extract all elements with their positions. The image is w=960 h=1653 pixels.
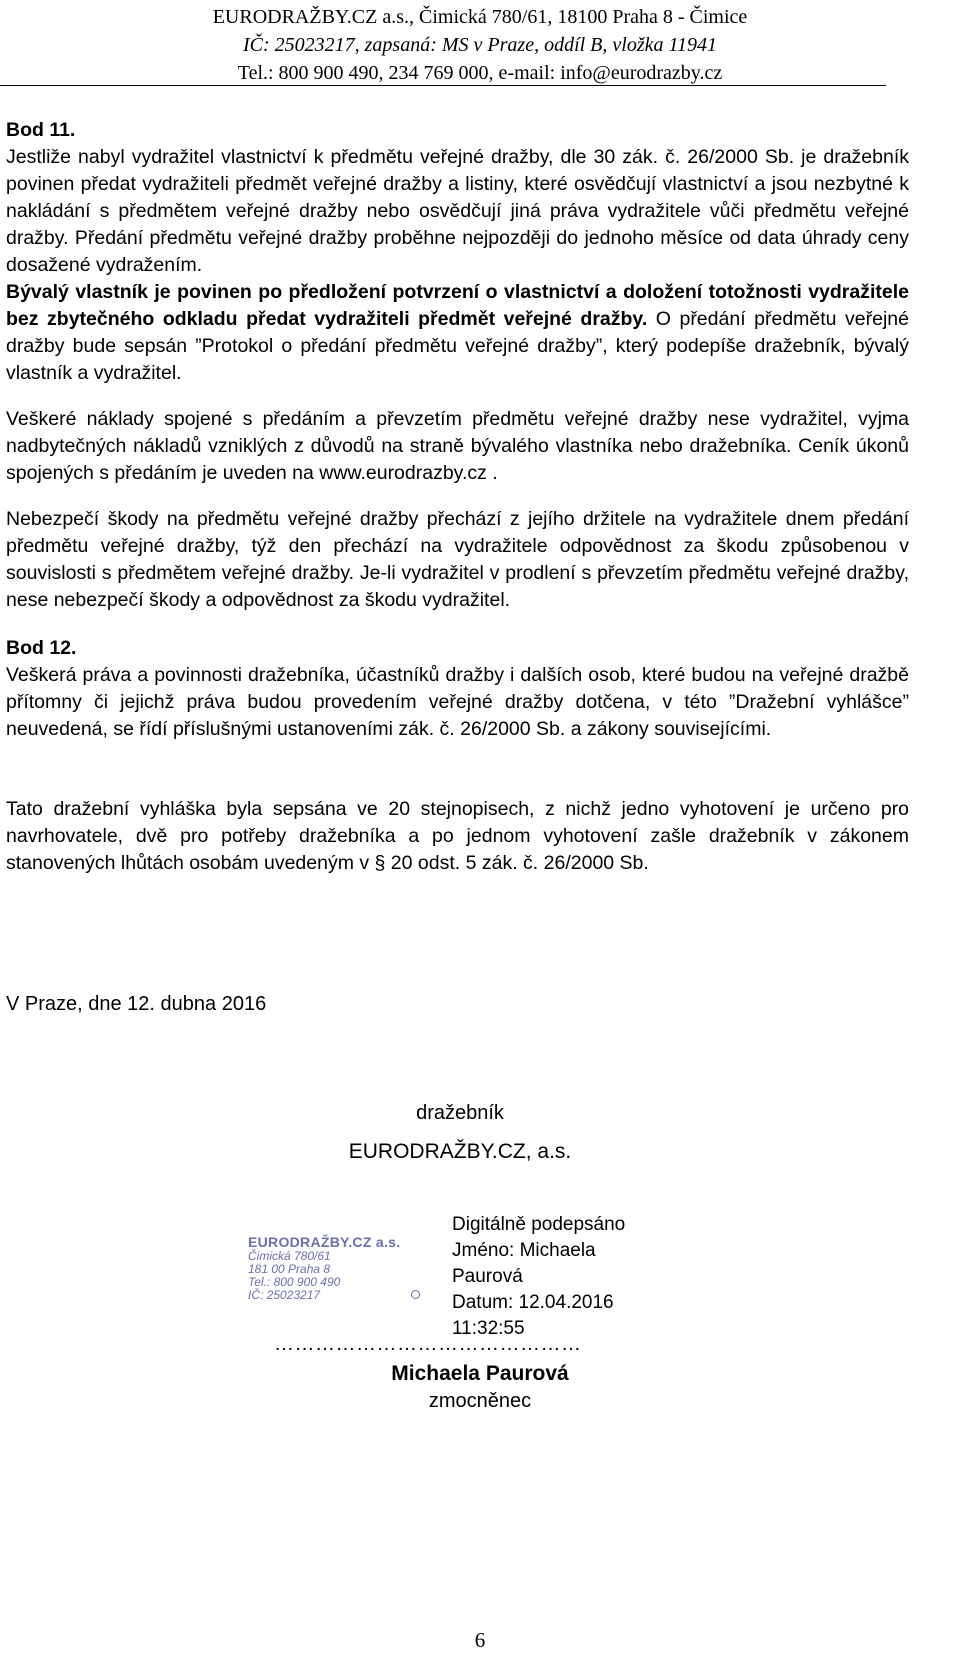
stamp-street: Čimická 780/61 [248,1249,331,1263]
section-11-paragraph-4: Nebezpečí škody na předmětu veřejné dražby přechází z jejího držitele na vydražitele dnem předání předmětu veřejné dražby, týž den přechází na vydražitele odpovědnost za škodu způsobenou v souvislosti s předmětem veřejné dražby. Je-li vydražitel v prodlení s převzetím předmětu veřejné dražby, nese nebezpečí škody a odpovědnost za škodu vydražitel. [6,508,909,611]
signer-role: dražebník [416,1102,504,1124]
signature-line: ……………………………………… [274,1333,582,1355]
digital-signature-time: 11:32:55 [452,1318,525,1339]
digital-signature-info [452,1212,625,1342]
stamp-id: IČ: 25023217 [248,1288,321,1302]
signer-company: EURODRAŽBY.CZ, a.s. [348,1140,572,1163]
document-body [6,117,909,877]
company-stamp [248,1234,428,1306]
stamp-company: EURODRAŽBY.CZ a.s. [248,1234,401,1250]
letterhead-divider [0,85,886,86]
stamp-phone: Tel.: 800 900 490 [248,1275,341,1289]
signatory-title: zmocněnec [428,1390,532,1412]
place-date-line: V Praze, dne 12. dubna 2016 [6,993,267,1015]
section-12-paragraph-2: Tato dražební vyhláška byla sepsána ve 20 stejnopisech, z nichž jedno vyhotovení je určeno pro navrhovatele, dvě pro potřeby dražebníka a po jednom vyhotovení zašle dražebník v zákonem stanovených lhůtách osobám uvedeným v § 20 odst. 5 zák. č. 26/2000 Sb. [6,798,909,874]
signatory-name: Michaela Paurová [391,1362,569,1385]
section-11-paragraph-2 [6,279,909,387]
former-owner-obligation-text: Bývalý vlastník je povinen po předložení potvrzení o vlastnictví a doložení totožnosti vydražitele bez zbytečného odkladu předat vydražiteli předmět veřejné dražby. [6,281,909,330]
section-11-paragraph-3: Veškeré náklady spojené s předáním a převzetím předmětu veřejné dražby nese vydražitel, vyjma nadbytečných nákladů vzniklých z důvodů na straně bývalého vlastníka nebo dražebníka. Ceník úkonů spojených s předáním je uveden na www.eurodrazby.cz . [6,408,909,484]
letterhead-registration-line: IČ: 25023217, zapsaná: MS v Praze, oddíl B, vložka 11941 [242,34,718,56]
stamp-circle-icon [411,1290,420,1299]
section-11-paragraph-1: Jestliže nabyl vydražitel vlastnictví k předmětu veřejné dražby, dle 30 zák. č. 26/2000 Sb. je dražebník povinen předat vydražiteli předmět veřejné dražby a listiny, které osvědčují vlastnictví a jsou nezbytné k nakládání s předmětem veřejné dražby nebo osvědčují jiná práva vydražitele vůči předmětu veřejné dražby. Předání předmětu veřejné dražby proběhne nejpozději do jednoho měsíce od data úhrady ceny dosažené vydražením. [6,146,909,276]
letterhead [0,0,960,87]
section-11-heading: Bod 11. [6,119,76,141]
digital-signature-date: Datum: 12.04.2016 [452,1292,614,1313]
stamp-city: 181 00 Praha 8 [248,1262,331,1276]
letterhead-company-line: EURODRAŽBY.CZ a.s., Čimická 780/61, 18100 Praha 8 - Čimice [212,6,748,28]
digital-signature-surname: Paurová [452,1266,523,1287]
digital-signature-label: Digitálně podepsáno [452,1214,626,1235]
handover-protocol-text: O předání předmětu veřejné dražby bude sepsán ”Protokol o předání předmětu veřejné dražby”, který podepíše dražebník, bývalý vlastník a vydražitel. [6,308,909,384]
digital-signature-name-label: Jméno: Michaela [452,1240,596,1261]
section-12-heading: Bod 12. [6,637,77,659]
letterhead-contact-line: Tel.: 800 900 490, 234 769 000, e-mail: info@eurodrazby.cz [237,62,723,84]
section-12-paragraph-1: Veškerá práva a povinnosti dražebníka, účastníků dražby i dalších osob, které budou na veřejné dražbě přítomny či jejichž práva budou provedením veřejné dražby dotčena, v této ”Dražební vyhlášce” neuvedená, se řídí příslušnými ustanoveními zák. č. 26/2000 Sb. a zákony souvisejícími. [6,664,909,740]
page-number: 6 [474,1628,486,1652]
